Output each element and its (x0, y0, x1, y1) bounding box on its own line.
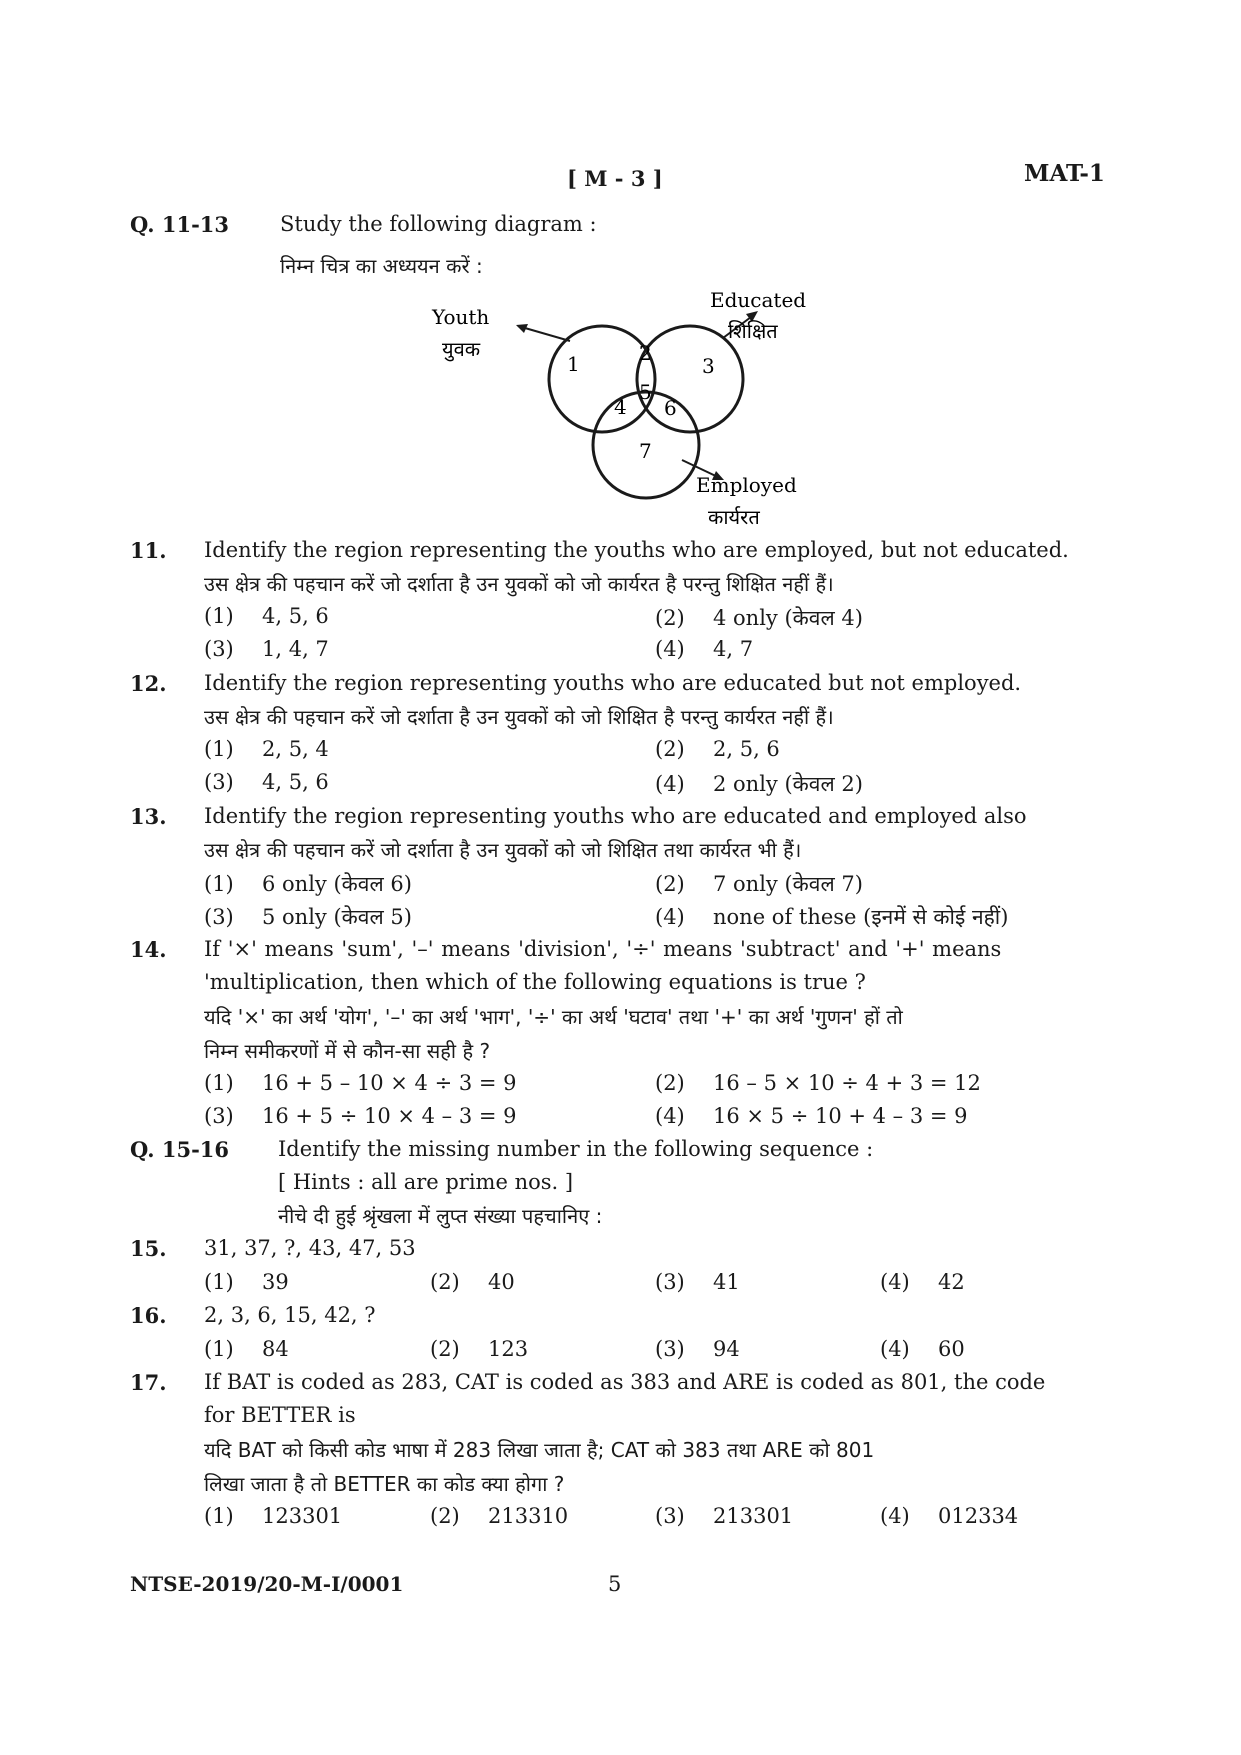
option-number: (3) (204, 770, 234, 794)
option-text: 7 only (केवल 7) (713, 872, 863, 896)
option-text: 2, 5, 6 (713, 737, 780, 761)
option (655, 1504, 793, 1528)
group-instruction-en: Identify the missing number in the following sequence : (278, 1137, 874, 1161)
region-3: 3 (702, 354, 715, 378)
option (655, 1104, 968, 1128)
option (430, 1504, 568, 1528)
option-number: (4) (880, 1504, 910, 1528)
group-instruction-en: Study the following diagram : (280, 212, 597, 236)
option-number: (3) (655, 1337, 685, 1361)
option-number: (2) (655, 737, 685, 761)
option-number: (3) (204, 905, 234, 929)
option-number: (1) (204, 1504, 234, 1528)
option-text: 39 (262, 1270, 289, 1294)
option (880, 1270, 965, 1294)
question-number-13: 13. (130, 804, 167, 829)
option-number: (4) (655, 905, 685, 929)
option-number: (2) (655, 872, 685, 896)
question-17-hi-line-2: लिखा जाता है तो BETTER का कोड क्या होगा ? (204, 1472, 565, 1496)
option-text: 123 (488, 1337, 529, 1361)
region-1: 1 (567, 352, 580, 376)
region-4: 4 (614, 395, 627, 419)
option-number: (3) (204, 637, 234, 661)
option-text: 84 (262, 1337, 289, 1361)
option (655, 770, 863, 798)
option (430, 1270, 515, 1294)
option-number: (1) (204, 1337, 234, 1361)
option (204, 770, 329, 794)
option-text: 94 (713, 1337, 740, 1361)
question-13-hi: उस क्षेत्र की पहचान करें जो दर्शाता है उन युवकों को जो शिक्षित तथा कार्यरत भी हैं। (204, 838, 802, 862)
question-14-hi-line-1: यदि '×' का अर्थ 'योग', '–' का अर्थ 'भाग', '÷' का अर्थ 'घटाव' तथा '+' का अर्थ 'गुणन' हों तो (204, 1005, 903, 1029)
option-text: 42 (938, 1270, 965, 1294)
option-text: 213310 (488, 1504, 569, 1528)
option-text: 16 + 5 ÷ 10 × 4 – 3 = 9 (262, 1104, 517, 1128)
option-text: 60 (938, 1337, 965, 1361)
option-number: (4) (655, 1104, 685, 1128)
option-text: 40 (488, 1270, 515, 1294)
option (655, 870, 863, 898)
option (204, 870, 412, 898)
option-text: 2, 5, 4 (262, 737, 329, 761)
option-text: 4, 5, 6 (262, 604, 329, 628)
option-text: 1, 4, 7 (262, 637, 329, 661)
option-number: (2) (430, 1270, 460, 1294)
question-17-en-line-2: for BETTER is (204, 1403, 356, 1427)
question-11-hi: उस क्षेत्र की पहचान करें जो दर्शाता है उन युवकों को जो कार्यरत है परन्तु शिक्षित नहीं हैं। (204, 572, 834, 596)
option-number: (2) (430, 1504, 460, 1528)
option-number: (4) (880, 1270, 910, 1294)
option-text: 5 only (केवल 5) (262, 905, 412, 929)
option (204, 903, 412, 931)
option (204, 1270, 289, 1294)
option (655, 737, 780, 761)
question-group-number: Q. 15-16 (130, 1137, 230, 1162)
region-5: 5 (639, 380, 652, 404)
option-text: 4 only (केवल 4) (713, 606, 863, 630)
option (204, 1104, 517, 1128)
option-number: (2) (655, 1071, 685, 1095)
question-12-en: Identify the region representing youths who are educated but not employed. (204, 671, 1022, 695)
question-14-en-line-1: If '×' means 'sum', '–' means 'division', '÷' means 'subtract' and '+' means (204, 937, 1002, 961)
option-number: (2) (655, 606, 685, 630)
venn-diagram (420, 280, 840, 530)
option-number: (4) (655, 772, 685, 796)
question-17-en-line-1: If BAT is coded as 283, CAT is coded as 383 and ARE is coded as 801, the code (204, 1370, 1046, 1394)
option-text: 16 – 5 × 10 ÷ 4 + 3 = 12 (713, 1071, 981, 1095)
page-header-right: MAT-1 (1024, 160, 1105, 187)
option-text: none of these (इनमें से कोई नहीं) (713, 905, 1009, 929)
page-header-center: [ M - 3 ] (567, 166, 663, 191)
option (880, 1504, 1018, 1528)
option-text: 16 × 5 ÷ 10 + 4 – 3 = 9 (713, 1104, 968, 1128)
footer-booklet-code: NTSE-2019/20-M-I/0001 (130, 1572, 404, 1596)
option (880, 1337, 965, 1361)
option-text: 123301 (262, 1504, 343, 1528)
question-number-16: 16. (130, 1303, 167, 1328)
question-number-14: 14. (130, 937, 167, 962)
option-number: (3) (204, 1104, 234, 1128)
page-number: 5 (608, 1572, 622, 1596)
question-15-sequence: 31, 37, ?, 43, 47, 53 (204, 1236, 416, 1260)
option-text: 2 only (केवल 2) (713, 772, 863, 796)
region-2: 2 (639, 341, 652, 365)
option-number: (1) (204, 1071, 234, 1095)
region-7: 7 (639, 439, 652, 463)
option-number: (1) (204, 604, 234, 628)
option (204, 1337, 289, 1361)
option-number: (3) (655, 1270, 685, 1294)
option (655, 1071, 981, 1095)
question-13-en: Identify the region representing youths who are educated and employed also (204, 804, 1027, 828)
option-text: 41 (713, 1270, 740, 1294)
option-text: 4, 5, 6 (262, 770, 329, 794)
option (655, 1337, 740, 1361)
question-number-15: 15. (130, 1236, 167, 1261)
group-hint: [ Hints : all are prime nos. ] (278, 1170, 574, 1194)
option-text: 213301 (713, 1504, 794, 1528)
option (204, 1504, 342, 1528)
option-text: 4, 7 (713, 637, 754, 661)
option-number: (1) (204, 737, 234, 761)
group-instruction-hi: निम्न चित्र का अध्ययन करें : (280, 254, 483, 278)
option (655, 1270, 740, 1294)
option-number: (2) (430, 1337, 460, 1361)
option (655, 903, 1008, 931)
question-14-hi-line-2: निम्न समीकरणों में से कौन-सा सही है ? (204, 1039, 491, 1063)
question-group-number: Q. 11-13 (130, 212, 230, 237)
option-number: (3) (655, 1504, 685, 1528)
question-14-en-line-2: 'multiplication, then which of the following equations is true ? (204, 970, 866, 994)
educated-label-hi: शिक्षित (728, 319, 778, 343)
option (204, 1071, 517, 1095)
option (204, 604, 329, 628)
employed-label-hi: कार्यरत (708, 505, 760, 529)
question-number-12: 12. (130, 671, 167, 696)
question-number-11: 11. (130, 538, 167, 563)
option (655, 637, 753, 661)
option (204, 637, 329, 661)
group-instruction-hi: नीचे दी हुई श्रृंखला में लुप्त संख्या पहचानिए : (278, 1204, 603, 1228)
option (430, 1337, 528, 1361)
region-6: 6 (664, 396, 677, 420)
option-text: 6 only (केवल 6) (262, 872, 412, 896)
option (204, 737, 329, 761)
option-number: (1) (204, 872, 234, 896)
option-text: 16 + 5 – 10 × 4 ÷ 3 = 9 (262, 1071, 517, 1095)
question-16-sequence: 2, 3, 6, 15, 42, ? (204, 1303, 376, 1327)
educated-label-en: Educated (710, 288, 807, 312)
question-11-en: Identify the region representing the youths who are employed, but not educated. (204, 538, 1069, 562)
option (655, 604, 863, 632)
question-17-hi-line-1: यदि BAT को किसी कोड भाषा में 283 लिखा जाता है; CAT को 383 तथा ARE को 801 (204, 1438, 875, 1462)
option-number: (4) (880, 1337, 910, 1361)
question-number-17: 17. (130, 1370, 167, 1395)
employed-label-en: Employed (696, 473, 797, 497)
question-12-hi: उस क्षेत्र की पहचान करें जो दर्शाता है उन युवकों को जो शिक्षित है परन्तु कार्यरत नहीं हैं। (204, 705, 834, 729)
option-text: 012334 (938, 1504, 1019, 1528)
youth-label-hi: युवक (442, 337, 481, 361)
option-number: (4) (655, 637, 685, 661)
option-number: (1) (204, 1270, 234, 1294)
youth-label-en: Youth (432, 305, 490, 329)
